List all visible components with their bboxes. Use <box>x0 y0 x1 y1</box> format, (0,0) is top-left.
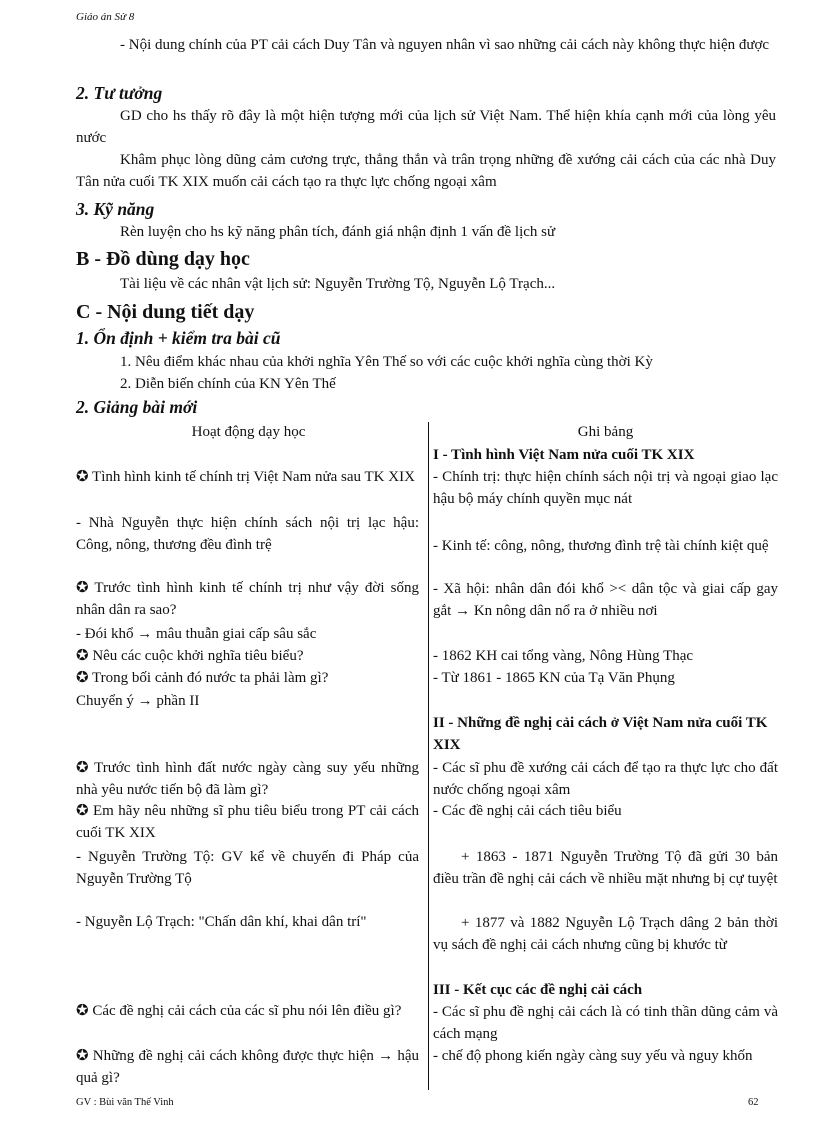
new-lesson-title: 2. Giảng bài mới <box>76 397 198 417</box>
left-item: ✪ Trước tình hình đất nước ngày càng suy yếu những nhà yêu nước tiến bộ đã làm gì? <box>76 760 419 798</box>
right-column-header: Ghi bảng <box>577 424 634 440</box>
right-item: - 1862 KH cai tổng vàng, Nông Hùng Thạc <box>433 648 694 664</box>
left-item: - Nguyễn Lộ Trạch: "Chấn dân khí, khai dân trí" <box>76 914 367 930</box>
right-item: - chế độ phong kiến ngày càng suy yếu và nguy khốn <box>433 1048 753 1064</box>
right-item: - Các đề nghị cải cách tiêu biểu <box>433 803 622 819</box>
left-item: - Nguyễn Trường Tộ: GV kể về chuyến đi Pháp của Nguyễn Trường Tộ <box>76 849 419 887</box>
left-item: ✪ Tình hình kinh tế chính trị Việt Nam nửa sau TK XIX <box>76 469 415 485</box>
right-item: - Các sĩ phu đề nghị cải cách là có tinh thần dũng cảm và cách mạng <box>433 1004 778 1042</box>
right-section-3-title: III - Kết cục các đề nghị cải cách <box>433 982 643 998</box>
left-item: ✪ Trước tình hình kinh tế chính trị như vậy đời sống nhân dân ra sao? <box>76 580 419 618</box>
right-item: - Kinh tế: công, nông, thương đình trệ tài chính kiệt quệ <box>433 538 769 554</box>
right-section-2-title: II - Những đề nghị cải cách ở Việt Nam nửa cuối TK XIX <box>433 715 768 753</box>
review-title: 1. Ổn định + kiểm tra bài cũ <box>76 328 281 348</box>
page-number: 62 <box>748 1097 759 1108</box>
right-item: - Chính trị: thực hiện chính sách nội trị và ngoại giao lạc hậu bộ máy chính quyền mục nát <box>433 469 778 507</box>
review-question-1: 1. Nêu điểm khác nhau của khởi nghĩa Yên Thế so với các cuộc khởi nghĩa cùng thời Kỳ <box>120 354 653 370</box>
skill-paragraph: Rèn luyện cho hs kỹ năng phân tích, đánh giá nhận định 1 vấn đề lịch sử <box>120 224 556 240</box>
thought-paragraph-2: Khâm phục lòng dũng cảm cương trực, thẳng thắn và trân trọng những đề xướng cải cách của các nhà Duy Tân nửa cuối TK XIX muốn cải cách tạo ra thực lực chống ngoại xâm <box>76 152 776 190</box>
objective-line: - Nội dung chính của PT cải cách Duy Tân và nguyen nhân vì sao những cải cách này không thực hiện được <box>120 37 770 53</box>
section-skill-title: 3. Kỹ năng <box>76 199 155 219</box>
right-item: - Từ 1861 - 1865 KN của Tạ Văn Phụng <box>433 670 675 686</box>
left-item: - Nhà Nguyễn thực hiện chính sách nội trị lạc hậu: Công, nông, thương đều đình trệ <box>76 515 419 553</box>
right-item: - Các sĩ phu đề xướng cải cách để tạo ra thực lực cho đất nước chống ngoại xâm <box>433 760 778 798</box>
right-item: - Xã hội: nhân dân đói khổ >< dân tộc và giai cấp gay gắt → Kn nông dân nổ ra ở nhiều nơi <box>433 581 778 619</box>
left-item: ✪ Các đề nghị cải cách của các sĩ phu nói lên điều gì? <box>76 1003 402 1019</box>
column-divider <box>428 422 429 1090</box>
footer-teacher: GV : Bùi văn Thế Vinh <box>76 1097 174 1108</box>
left-item: ✪ Nêu các cuộc khởi nghĩa tiêu biểu? <box>76 648 304 664</box>
header-school: Giáo án Sử 8 <box>76 11 135 23</box>
thought-paragraph-1: GD cho hs thấy rõ đây là một hiện tượng mới của lịch sử Việt Nam. Thể hiện khía cạnh mới của lòng yêu nước <box>76 108 776 146</box>
section-thought-title: 2. Tư tưởng <box>76 83 163 103</box>
left-column-header: Hoạt động dạy học <box>191 424 306 440</box>
section-c-title: C - Nội dung tiết dạy <box>76 301 255 323</box>
section-b-title: B - Đồ dùng dạy học <box>76 248 250 270</box>
left-item: ✪ Những đề nghị cải cách không được thực hiện → hậu quả gì? <box>76 1048 419 1086</box>
right-item: + 1877 và 1882 Nguyễn Lộ Trạch dâng 2 bản thời vụ sách đề nghị cải cách nhưng cũng bị khước từ <box>433 915 778 953</box>
left-item: Chuyển ý → phần II <box>76 693 200 709</box>
left-item: ✪ Trong bối cảnh đó nước ta phải làm gì? <box>76 670 329 686</box>
left-item: - Đói khổ → mâu thuẫn giai cấp sâu sắc <box>76 626 317 642</box>
right-item: + 1863 - 1871 Nguyễn Trường Tộ đã gửi 30 bản điều trần đề nghị cải cách về nhiều mặt nhưng bị cự tuyệt <box>433 849 778 887</box>
materials-paragraph: Tài liệu về các nhân vật lịch sử: Nguyễn Trường Tộ, Nguyễn Lộ Trạch... <box>120 276 556 292</box>
right-section-1-title: I - Tình hình Việt Nam nửa cuối TK XIX <box>433 447 695 463</box>
review-question-2: 2. Diễn biến chính của KN Yên Thế <box>120 376 336 392</box>
left-item: ✪ Em hãy nêu những sĩ phu tiêu biểu trong PT cải cách cuối TK XIX <box>76 803 419 841</box>
